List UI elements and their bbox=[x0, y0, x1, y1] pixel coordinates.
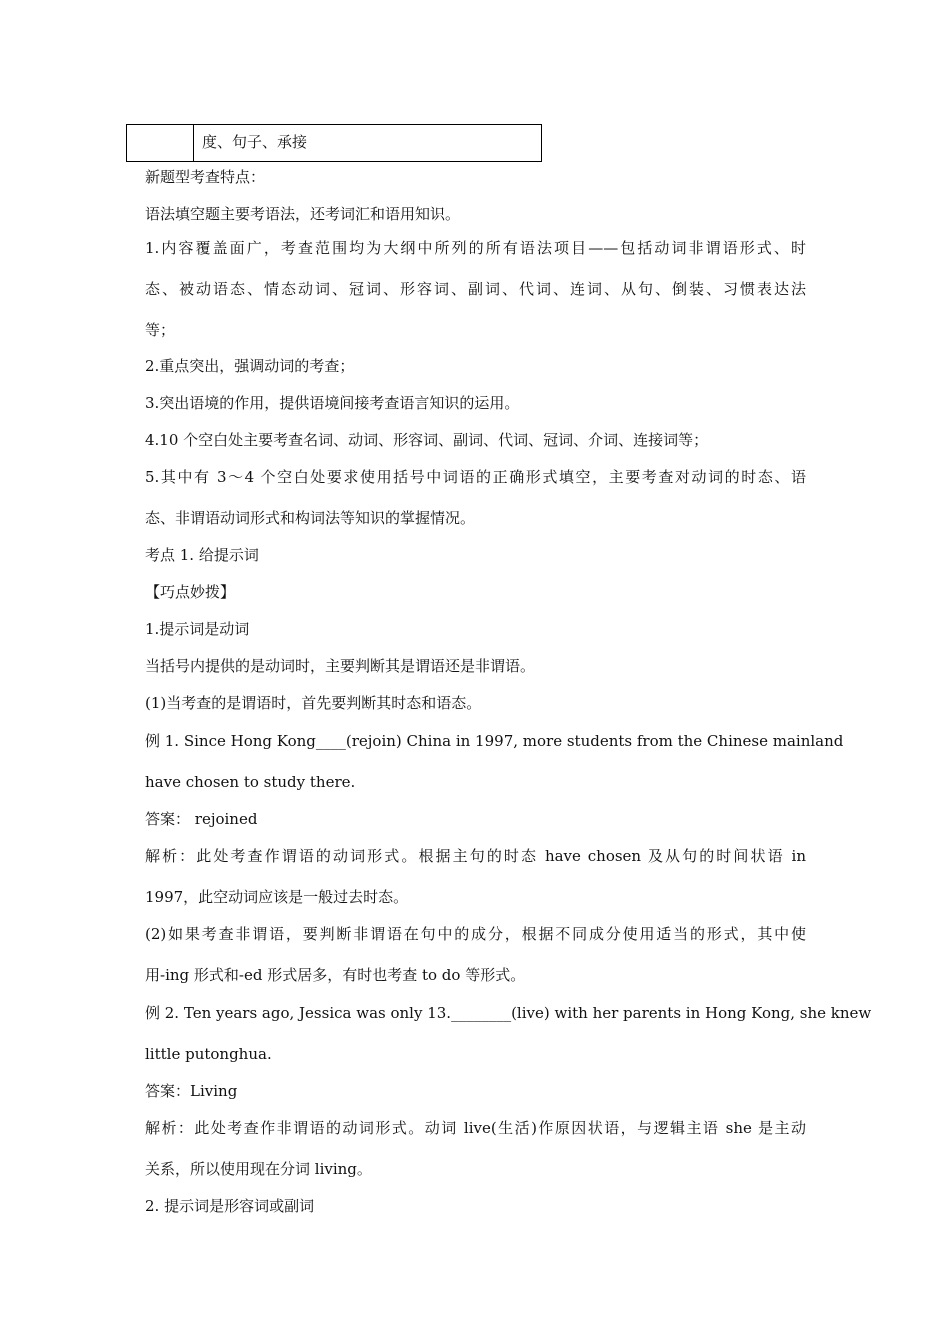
paragraph-line: 4.10 个空白处主要考查名词、动词、形容词、副词、代词、冠词、介词、连接词等； bbox=[145, 431, 709, 449]
table-cell bbox=[127, 125, 194, 162]
paragraph-line: 5.其中有 3～4 个空白处要求使用括号中词语的正确形式填空，主要考查对动词的时态、语 bbox=[145, 468, 806, 486]
paragraph-line: 2.重点突出，强调动词的考查； bbox=[145, 357, 355, 375]
table-cell: 度、句子、承接 bbox=[194, 125, 542, 162]
analysis-line: 解析：此处考查作非谓语的动词形式。动词 live(生活)作原因状语，与逻辑主语 she 是主动 bbox=[145, 1119, 806, 1137]
subheading: 1.提示词是动词 bbox=[145, 620, 250, 638]
paragraph-line: 3.突出语境的作用，提供语境间接考查语言知识的运用。 bbox=[145, 394, 520, 412]
paragraph-line: 当括号内提供的是动词时，主要判断其是谓语还是非谓语。 bbox=[145, 657, 536, 675]
answer-line: 答案： rejoined bbox=[145, 810, 258, 828]
analysis-line: 1997，此空动词应该是一般过去时态。 bbox=[145, 888, 409, 906]
answer-line: 答案：Living bbox=[145, 1082, 238, 1100]
section-heading: 【巧点妙拨】 bbox=[145, 583, 236, 601]
example-line: 例 1. Since Hong Kong____(rejoin) China in 1997, more students from the Chinese mainland bbox=[145, 732, 844, 750]
header-table bbox=[126, 124, 542, 162]
paragraph-line: 1.内容覆盖面广，考查范围均为大纲中所列的所有语法项目——包括动词非谓语形式、时 bbox=[145, 239, 806, 257]
subheading: 2. 提示词是形容词或副词 bbox=[145, 1197, 315, 1215]
paragraph-line: 用-ing 形式和-ed 形式居多，有时也考查 to do 等形式。 bbox=[145, 966, 526, 984]
paragraph-line: 语法填空题主要考语法，还考词汇和语用知识。 bbox=[145, 205, 461, 223]
section-heading: 新题型考查特点： bbox=[145, 168, 266, 186]
example-line: little putonghua. bbox=[145, 1045, 272, 1063]
paragraph-line: 态、非谓语动词形式和构词法等知识的掌握情况。 bbox=[145, 509, 476, 527]
example-line: have chosen to study there. bbox=[145, 773, 356, 791]
paragraph-line: (2)如果考查非谓语，要判断非谓语在句中的成分，根据不同成分使用适当的形式，其中使 bbox=[145, 925, 806, 943]
paragraph-line: 态、被动语态、情态动词、冠词、形容词、副词、代词、连词、从句、倒装、习惯表达法 bbox=[145, 280, 806, 298]
paragraph-line: (1)当考查的是谓语时，首先要判断其时态和语态。 bbox=[145, 694, 482, 712]
section-heading: 考点 1. 给提示词 bbox=[145, 546, 259, 564]
analysis-line: 关系，所以使用现在分词 living。 bbox=[145, 1160, 372, 1178]
paragraph-line: 等； bbox=[145, 321, 176, 339]
example-line: 例 2. Ten years ago, Jessica was only 13.________(live) with her parents in Hong Kong, she knew bbox=[145, 1004, 872, 1022]
analysis-line: 解析：此处考查作谓语的动词形式。根据主句的时态 have chosen 及从句的时间状语 in bbox=[145, 847, 806, 865]
table-row bbox=[127, 125, 542, 162]
